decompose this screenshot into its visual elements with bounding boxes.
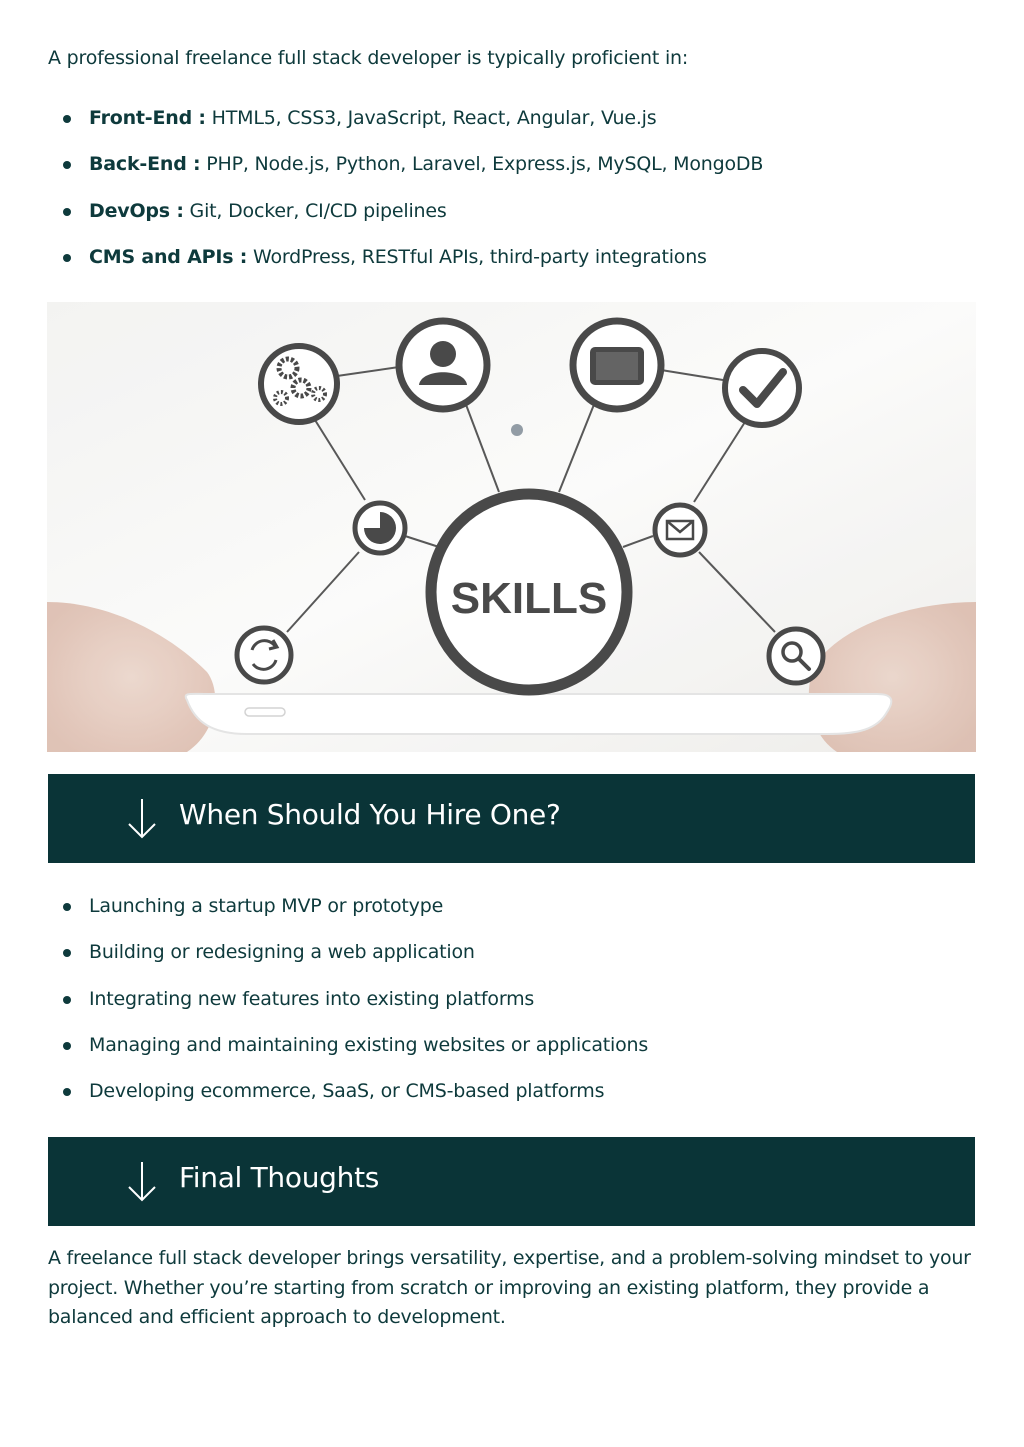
section-header-hire: [48, 774, 975, 863]
hire-list: [60, 894, 648, 1125]
skill-text: WordPress, RESTful APIs, third-party integrations: [247, 245, 707, 268]
skill-label: Front-End :: [89, 107, 206, 129]
list-item: Launching a startup MVP or prototype: [60, 894, 648, 940]
arrow-down-icon: [126, 797, 158, 841]
skill-text: PHP, Node.js, Python, Laravel, Express.js, MySQL, MongoDB: [200, 153, 764, 176]
section-title: Final Thoughts: [179, 1161, 380, 1194]
intro-paragraph: A professional freelance full stack developer is typically proficient in:: [48, 47, 689, 69]
skill-text: HTML5, CSS3, JavaScript, React, Angular, Vue.js: [205, 107, 657, 129]
list-item: [60, 152, 763, 198]
section-header-final: [48, 1137, 975, 1226]
skill-label: Back-End :: [89, 153, 201, 176]
list-item: [60, 245, 763, 291]
list-item: Building or redesigning a web application: [60, 940, 648, 986]
section-title: When Should You Hire One?: [179, 798, 561, 831]
skills-label: SKILLS: [450, 574, 608, 623]
list-item: Managing and maintaining existing websites or applications: [60, 1033, 648, 1079]
list-item: [60, 106, 763, 152]
skill-text: Git, Docker, CI/CD pipelines: [183, 199, 447, 222]
skill-label: CMS and APIs :: [89, 245, 248, 268]
skills-hero-image: [47, 302, 976, 752]
skill-label: DevOps :: [89, 199, 184, 222]
list-item: Integrating new features into existing platforms: [60, 987, 648, 1033]
final-paragraph: A freelance full stack developer brings versatility, expertise, and a problem-solving mindset to your project. Whether you’re starting from scratch or improving an existing platform, they provide a balanced and efficient approach to development.: [48, 1247, 971, 1328]
list-item: Developing ecommerce, SaaS, or CMS-based platforms: [60, 1079, 648, 1125]
skills-list: [60, 106, 763, 291]
list-item: [60, 199, 763, 245]
arrow-down-icon: [126, 1160, 158, 1204]
